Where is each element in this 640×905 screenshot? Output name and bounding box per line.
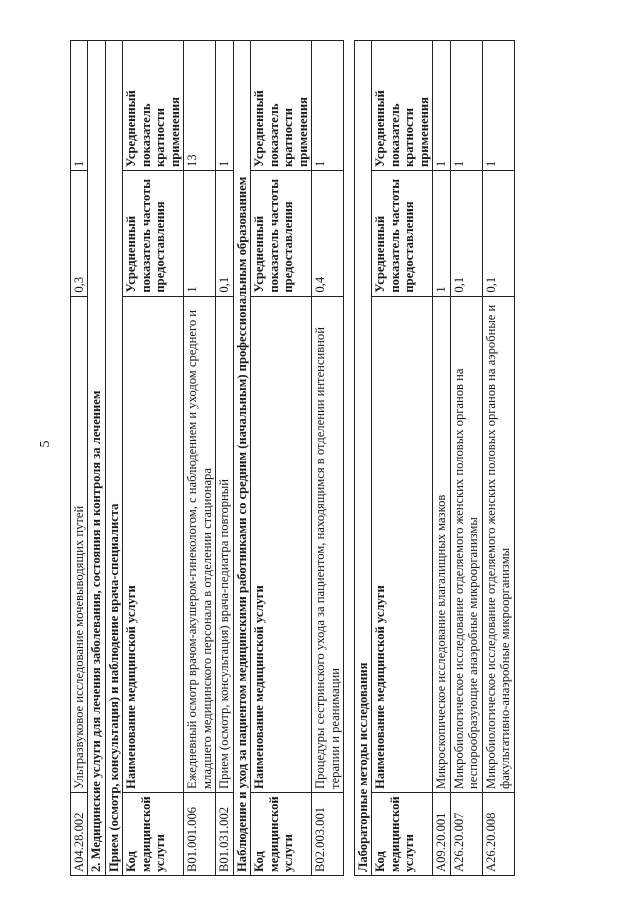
service-code: B01.031.002: [216, 792, 233, 875]
service-name: Микробиологическое исследование отделяемого женских половых органов на аэробные и факультативно-анаэробные микроорганизмы: [482, 296, 514, 792]
subsection-lab-title: Лабораторные методы исследования: [354, 41, 371, 876]
service-code: B02.003.001: [312, 792, 344, 875]
header-frequency: Усредненный показатель частоты предоставления: [123, 170, 184, 296]
service-frequency: 0,1: [482, 170, 514, 296]
table-header-row: [123, 41, 184, 876]
header-frequency: Усредненный показатель частоты предоставления: [251, 170, 312, 296]
header-code: Код медицинской услуги: [372, 792, 433, 875]
service-frequency: 0,1: [450, 170, 482, 296]
service-name: Ежедневный осмотр врачом-акушером-гинекологом, с наблюдением и уходом среднего и младшего медицинского персонала в отделении стационара: [184, 296, 216, 792]
table-row: [312, 41, 344, 876]
service-name: Микроскопическое исследование влагалищных мазков: [433, 296, 450, 792]
subsection-care-title: Наблюдение и уход за пациентом медицинскими работниками со средним (начальным) профессиональным образованием: [233, 41, 250, 876]
service-frequency: 0,1: [216, 170, 233, 296]
service-multiplicity: 1: [450, 41, 482, 171]
header-name: Наименование медицинской услуги: [372, 296, 433, 792]
table-header-row: [372, 41, 433, 876]
service-multiplicity: 1: [216, 41, 233, 171]
header-name: Наименование медицинской услуги: [123, 296, 184, 792]
service-name: Микробиологическое исследование отделяемого женских половых органов на неспорообразующие анаэробные микроорганизмы: [450, 296, 482, 792]
service-code: A26.20.007: [450, 792, 482, 875]
service-code: A26.20.008: [482, 792, 514, 875]
service-frequency: 1: [184, 170, 216, 296]
header-multiplicity: Усредненный показатель кратности применения: [372, 41, 433, 171]
service-name: Процедуры сестринского ухода за пациентом, находящимся в отделении интенсивной терапии и реанимации: [312, 296, 344, 792]
table-row: [433, 41, 450, 876]
service-name: Ультразвуковое исследование мочевыводящих путей: [71, 296, 88, 792]
page-number: 5: [38, 440, 53, 448]
service-frequency: 0,3: [71, 170, 88, 296]
header-code: Код медицинской услуги: [251, 792, 312, 875]
rotated-page-content: [70, 40, 513, 876]
subsection-row: [233, 41, 250, 876]
table-row: [482, 41, 514, 876]
section-2-title: 2. Медицинские услуги для лечения заболевания, состояния и контроля за лечением: [88, 41, 105, 876]
service-frequency: 1: [433, 170, 450, 296]
section-title-row: [88, 41, 105, 876]
service-multiplicity: 1: [312, 41, 344, 171]
header-multiplicity: Усредненный показатель кратности применения: [251, 41, 312, 171]
service-multiplicity: 1: [433, 41, 450, 171]
service-code: A09.20.001: [433, 792, 450, 875]
subsection-row: [105, 41, 122, 876]
table-row: [184, 41, 216, 876]
service-frequency: 0,4: [312, 170, 344, 296]
subsection-consult-title: Прием (осмотр, консультация) и наблюдение врача-специалиста: [105, 41, 122, 876]
header-name: Наименование медицинской услуги: [251, 296, 312, 792]
header-multiplicity: Усредненный показатель кратности применения: [123, 41, 184, 171]
table-row: [450, 41, 482, 876]
gap-cell: [343, 41, 354, 876]
header-code: Код медицинской услуги: [123, 792, 184, 875]
table-row: [71, 41, 88, 876]
service-code: A04.28.002: [71, 792, 88, 875]
table-row: [216, 41, 233, 876]
services-table: [70, 40, 515, 876]
subsection-row: [354, 41, 371, 876]
service-multiplicity: 13: [184, 41, 216, 171]
table-header-row: [251, 41, 312, 876]
table-gap: [343, 41, 354, 876]
service-name: Прием (осмотр, консультация) врача-педиатра повторный: [216, 296, 233, 792]
service-code: B01.001.006: [184, 792, 216, 875]
service-multiplicity: 1: [71, 41, 88, 171]
service-multiplicity: 1: [482, 41, 514, 171]
header-frequency: Усредненный показатель частоты предоставления: [372, 170, 433, 296]
